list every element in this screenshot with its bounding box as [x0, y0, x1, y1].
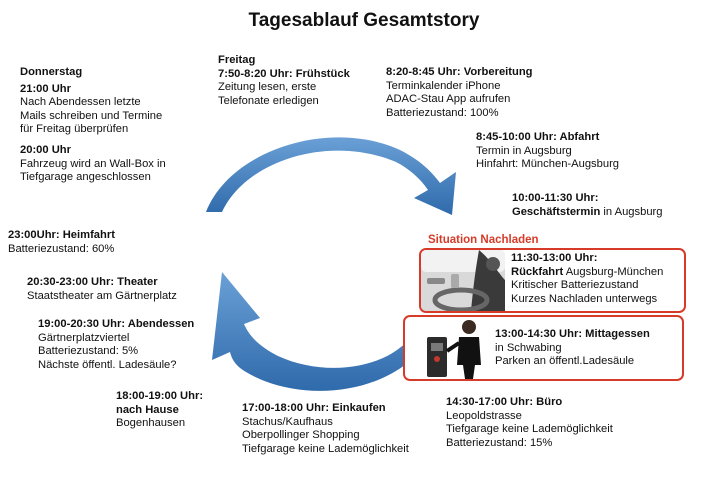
- block-line: Tiefgarage angeschlossen: [20, 171, 151, 184]
- block-time: 13:00-14:30 Uhr: Mittagessen: [495, 328, 650, 340]
- block-theater: [27, 276, 177, 303]
- block-time: 18:00-19:00 Uhr:: [116, 390, 204, 402]
- charging-station-photo: [407, 317, 493, 379]
- block-line: Batteriezustand: 100%: [386, 106, 499, 119]
- block-time: 10:00-11:30 Uhr:: [512, 192, 599, 204]
- block-time: 11:30-13:00 Uhr:: [511, 252, 598, 264]
- block-line: Stachus/Kaufhaus: [242, 415, 333, 428]
- block-time: 21:00 Uhr: [20, 82, 71, 95]
- block-time: 20:00 Uhr: [20, 144, 71, 156]
- highlight-box-mittagessen: [403, 315, 684, 381]
- block-abendessen: [38, 318, 194, 372]
- block-line: ADAC-Stau App aufrufen: [386, 93, 511, 106]
- block-line: Mails schreiben und Termine: [20, 109, 163, 122]
- block-donnerstag: [20, 66, 162, 137]
- block-geschaeftstermin: [512, 192, 663, 219]
- block-time: nach Hause: [116, 403, 179, 416]
- block-abfahrt: [476, 131, 619, 172]
- block-time: 7:50-8:20 Uhr: Frühstück: [218, 67, 350, 80]
- block-time: 20:30-23:00 Uhr: Theater: [27, 276, 158, 288]
- block-line: Staatstheater am Gärtnerplatz: [27, 289, 177, 302]
- situation-label: Situation Nachladen: [428, 234, 539, 246]
- block-buero: [446, 396, 613, 450]
- block-line: Parken an öffentl.Ladesäule: [495, 355, 635, 368]
- highlight-box-rueckfahrt: [419, 248, 686, 313]
- arrow-top: [206, 137, 456, 215]
- block-bold: Rückfahrt: [511, 265, 564, 278]
- block-line: Batteriezustand: 5%: [38, 345, 139, 358]
- block-day: Freitag: [218, 54, 256, 66]
- block-line: Augsburg-München: [563, 265, 664, 278]
- block-freitag: [218, 54, 350, 108]
- block-line: Zeitung lesen, erste: [218, 81, 317, 94]
- car-interior-photo: [421, 250, 505, 311]
- block-line: Gärtnerplatzviertel: [38, 331, 130, 344]
- block-time: 14:30-17:00 Uhr: Büro: [446, 396, 563, 408]
- block-wallbox: [20, 144, 166, 185]
- block-line: Leopoldstrasse: [446, 409, 522, 422]
- block-line: Fahrzeug wird an Wall-Box in: [20, 157, 166, 170]
- block-line: in Schwabing: [495, 341, 562, 354]
- block-line: Oberpollinger Shopping: [242, 429, 360, 442]
- block-vorbereitung: [386, 66, 533, 120]
- block-rueckfahrt: [511, 252, 663, 306]
- block-time: 19:00-20:30 Uhr: Abendessen: [38, 318, 195, 330]
- block-line: Batteriezustand: 15%: [446, 436, 553, 449]
- block-line: Nach Abendessen letzte: [20, 96, 141, 109]
- block-line: in Augsburg: [600, 205, 663, 218]
- block-line: Bogenhausen: [116, 417, 186, 430]
- block-line: Hinfahrt: München-Augsburg: [476, 158, 620, 171]
- block-time: 8:45-10:00 Uhr: Abfahrt: [476, 131, 600, 143]
- block-einkaufen: [242, 402, 409, 456]
- block-line: Termin in Augsburg: [476, 144, 572, 157]
- block-line: Tiefgarage keine Lademöglichkeit: [446, 423, 613, 436]
- block-bold: Geschäftstermin: [512, 205, 601, 218]
- block-line: Kurzes Nachladen unterwegs: [511, 292, 658, 305]
- block-time: 17:00-18:00 Uhr: Einkaufen: [242, 402, 386, 414]
- page-title: Tagesablauf Gesamtstory: [248, 10, 480, 31]
- block-line: Batteriezustand: 60%: [8, 242, 115, 255]
- block-line: Terminkalender iPhone: [386, 79, 501, 92]
- block-line: Kritischer Batteriezustand: [511, 279, 639, 292]
- block-line: Nächste öffentl. Ladesäule?: [38, 358, 177, 371]
- block-time: 23:00Uhr: Heimfahrt: [8, 229, 115, 241]
- block-mittagessen: [495, 328, 650, 369]
- block-day: Donnerstag: [20, 66, 83, 78]
- block-line: Telefonate erledigen: [218, 94, 319, 107]
- block-line: für Freitag überprüfen: [20, 123, 129, 136]
- block-time: 8:20-8:45 Uhr: Vorbereitung: [386, 66, 533, 78]
- block-line: Tiefgarage keine Lademöglichkeit: [242, 442, 409, 455]
- block-heimfahrt: [8, 229, 115, 256]
- block-nach-hause: [116, 390, 203, 431]
